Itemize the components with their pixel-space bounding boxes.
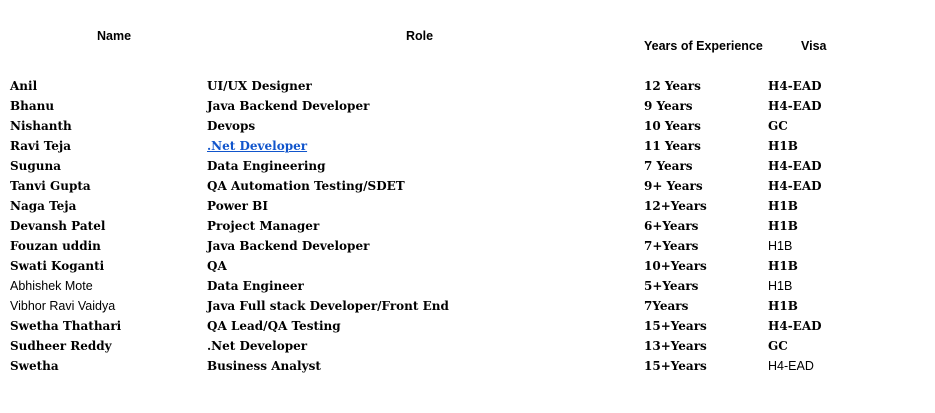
years-cell: 5+Years [644,279,699,293]
table-row [0,156,935,176]
visa-cell: H1B [768,239,793,253]
visa-cell: H4-EAD [768,179,822,193]
years-cell: 10 Years [644,119,701,133]
name-cell: Devansh Patel [10,219,106,233]
years-cell: 9 Years [644,99,693,113]
years-cell: 7+Years [644,239,699,253]
role-cell: .Net Developer [207,339,308,353]
role-cell: Java Full stack Developer/Front End [207,299,449,313]
table-row [0,236,935,256]
table-row [0,196,935,216]
table-row [0,216,935,236]
years-cell: 7Years [644,299,689,313]
visa-cell: H1B [768,299,798,313]
role-cell: Project Manager [207,219,320,233]
name-cell: Suguna [10,159,62,173]
visa-cell: GC [768,119,788,133]
visa-cell: H4-EAD [768,359,814,373]
table-row [0,96,935,116]
visa-cell: H1B [768,279,793,293]
role-cell: QA Lead/QA Testing [207,319,341,333]
years-cell: 9+ Years [644,179,703,193]
visa-cell: H4-EAD [768,79,822,93]
name-cell: Swetha [10,359,59,373]
column-header-years-of-experience: Years of Experience [644,39,763,53]
years-cell: 15+Years [644,359,707,373]
name-cell: Naga Teja [10,199,77,213]
visa-cell: H4-EAD [768,99,822,113]
role-cell: Java Backend Developer [207,99,370,113]
table-row [0,136,935,156]
table-row [0,316,935,336]
visa-cell: H4-EAD [768,159,822,173]
role-cell: Business Analyst [207,359,321,373]
column-header-visa: Visa [801,39,827,53]
years-cell: 10+Years [644,259,707,273]
column-header-name: Name [97,29,132,43]
role-cell: Data Engineer [207,279,304,293]
role-cell: QA [207,259,227,273]
table-row [0,76,935,96]
table-row [0,276,935,296]
years-cell: 6+Years [644,219,699,233]
name-cell: Swati Koganti [10,259,105,273]
table-row [0,116,935,136]
visa-cell: H1B [768,199,798,213]
name-cell: Tanvi Gupta [10,179,91,193]
name-cell: Abhishek Mote [10,279,93,293]
name-cell: Swetha Thathari [10,319,122,333]
role-cell: UI/UX Designer [207,79,312,93]
years-cell: 15+Years [644,319,707,333]
visa-cell: H1B [768,219,798,233]
visa-cell: H1B [768,139,798,153]
years-cell: 7 Years [644,159,693,173]
name-cell: Vibhor Ravi Vaidya [10,299,116,313]
table-row [0,296,935,316]
name-cell: Anil [10,79,38,93]
name-cell: Nishanth [10,119,72,133]
role-cell: Java Backend Developer [207,239,370,253]
name-cell: Ravi Teja [10,139,72,153]
years-cell: 13+Years [644,339,707,353]
role-cell: QA Automation Testing/SDET [207,179,405,193]
role-cell: Devops [207,119,256,133]
name-cell: Fouzan uddin [10,239,101,253]
role-cell: Data Engineering [207,159,326,173]
column-header-role: Role [406,29,434,43]
table-row [0,336,935,356]
years-cell: 12+Years [644,199,707,213]
candidate-table-body [0,76,935,376]
years-cell: 12 Years [644,79,701,93]
table-row [0,356,935,376]
visa-cell: GC [768,339,788,353]
years-cell: 11 Years [644,139,701,153]
table-row [0,176,935,196]
visa-cell: H1B [768,259,798,273]
role-cell: Power BI [207,199,268,213]
name-cell: Sudheer Reddy [10,339,112,353]
name-cell: Bhanu [10,99,55,113]
table-row [0,256,935,276]
role-link[interactable]: .Net Developer [207,139,308,153]
visa-cell: H4-EAD [768,319,822,333]
